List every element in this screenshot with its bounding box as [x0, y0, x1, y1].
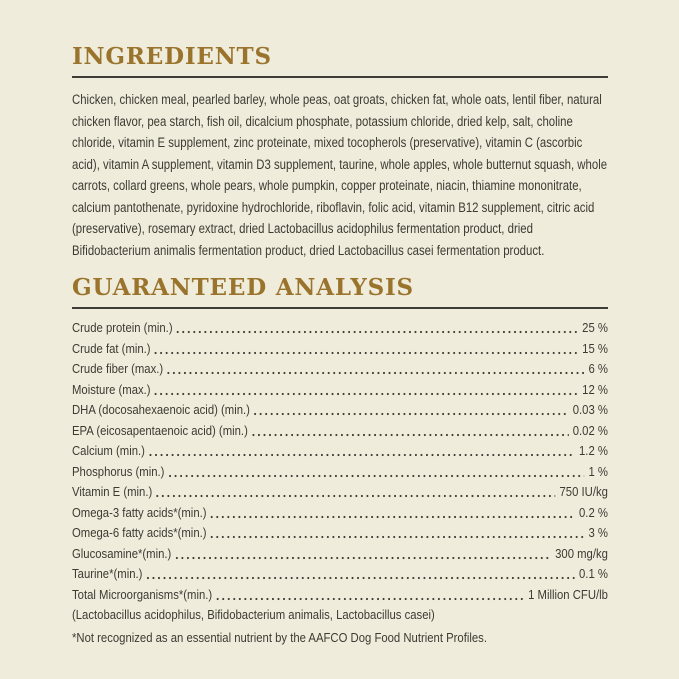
analysis-value: 1 %: [588, 463, 608, 479]
analysis-label: EPA (eicosapentaenoic acid) (min.): [72, 422, 248, 438]
guaranteed-analysis-title: GUARANTEED ANALYSIS: [72, 274, 414, 301]
analysis-value: 12 %: [582, 381, 608, 397]
analysis-row: [72, 441, 608, 462]
analysis-value: 0.02 %: [572, 422, 608, 438]
dot-leader: [166, 359, 584, 380]
dot-leader: [167, 462, 584, 483]
analysis-label: DHA (docosahexaenoic acid) (min.): [72, 402, 250, 417]
dot-leader: [153, 380, 578, 401]
analysis-table: [72, 318, 608, 648]
analysis-label: Vitamin E (min.): [72, 484, 153, 499]
analysis-value: 15 %: [582, 340, 608, 356]
analysis-label: Taurine*(min.): [72, 566, 143, 581]
analysis-label: Crude fiber (max.): [72, 361, 164, 376]
aafco-footnote: *Not recognized as an essential nutrient by the AAFCO Dog Food Nutrient Profiles.: [72, 629, 487, 645]
analysis-value: 300 mg/kg: [555, 545, 608, 561]
analysis-value: 0.03 %: [572, 402, 608, 417]
dot-leader: [155, 482, 555, 503]
ingredients-title: INGREDIENTS: [72, 43, 272, 70]
dot-leader: [209, 503, 575, 524]
dot-leader: [252, 400, 568, 421]
dot-leader: [175, 318, 578, 339]
analysis-row: [72, 318, 608, 339]
analysis-label: Phosphorus (min.): [72, 463, 165, 479]
ingredients-rule: [72, 76, 608, 78]
analysis-value: 0.2 %: [579, 504, 608, 520]
analysis-row: [72, 400, 608, 421]
analysis-value: 0.1 %: [579, 566, 608, 581]
analysis-label: Calcium (min.): [72, 443, 145, 458]
guaranteed-analysis-rule: [72, 307, 608, 309]
analysis-row: [72, 359, 608, 380]
analysis-row: [72, 380, 608, 401]
analysis-value: 3 %: [588, 525, 608, 540]
analysis-row: [72, 482, 608, 503]
dot-leader: [145, 564, 575, 585]
analysis-row: [72, 421, 608, 442]
ingredients-body: [72, 89, 608, 261]
guaranteed-analysis-section: [72, 275, 608, 648]
analysis-row: [72, 523, 608, 544]
analysis-label: Omega-3 fatty acids*(min.): [72, 504, 207, 520]
analysis-row: [72, 339, 608, 360]
analysis-row: [72, 462, 608, 483]
analysis-label: Moisture (max.): [72, 381, 151, 397]
dot-leader: [174, 544, 551, 565]
analysis-label: Total Microorganisms*(min.): [72, 586, 213, 602]
analysis-label: Crude protein (min.): [72, 320, 173, 335]
dot-leader: [147, 441, 574, 462]
analysis-value: 25 %: [582, 320, 608, 335]
analysis-row: [72, 585, 608, 606]
dot-leader: [215, 585, 524, 606]
ingredients-text: Chicken, chicken meal, pearled barley, whole peas, oat groats, chicken fat, whole oats, lentil fiber, natural chicken flavor, pea starch, fish oil, dicalcium phosphate, potassium chloride, dried kelp, salt, choline chloride, vitamin E supplement, zinc proteinate, mixed tocopherols (preservative), vitamin C (ascorbic acid), vitamin A supplement, vitamin D3 supplement, taurine, whole apples, whole butternut squash, whole carrots, collard greens, whole pears, whole pumpkin, copper proteinate, niacin, thiamine mononitrate, calcium pantothenate, pyridoxine hydrochloride, riboflavin, folic acid, vitamin B12 supplement, citric acid (preservative), rosemary extract, dried Lactobacillus acidophilus fermentation product, dried Bifidobacterium animalis fermentation product, dried Lactobacillus casei fermentation product.: [72, 92, 608, 258]
analysis-value: 1.2 %: [579, 443, 608, 458]
ingredients-section: [72, 44, 608, 261]
dot-leader: [250, 421, 568, 442]
dot-leader: [153, 339, 578, 360]
analysis-value: 1 Million CFU/lb: [528, 586, 608, 602]
analysis-row: [72, 503, 608, 524]
analysis-label: Glucosamine*(min.): [72, 545, 172, 561]
dot-leader: [209, 523, 584, 544]
analysis-label: Crude fat (min.): [72, 340, 151, 356]
analysis-row: [72, 544, 608, 565]
analysis-value: 750 IU/kg: [559, 484, 608, 499]
analysis-label: Omega-6 fatty acids*(min.): [72, 525, 207, 540]
microorganisms-note: (Lactobacillus acidophilus, Bifidobacterium animalis, Lactobacillus casei): [72, 607, 435, 622]
analysis-row: [72, 564, 608, 585]
analysis-value: 6 %: [588, 361, 608, 376]
